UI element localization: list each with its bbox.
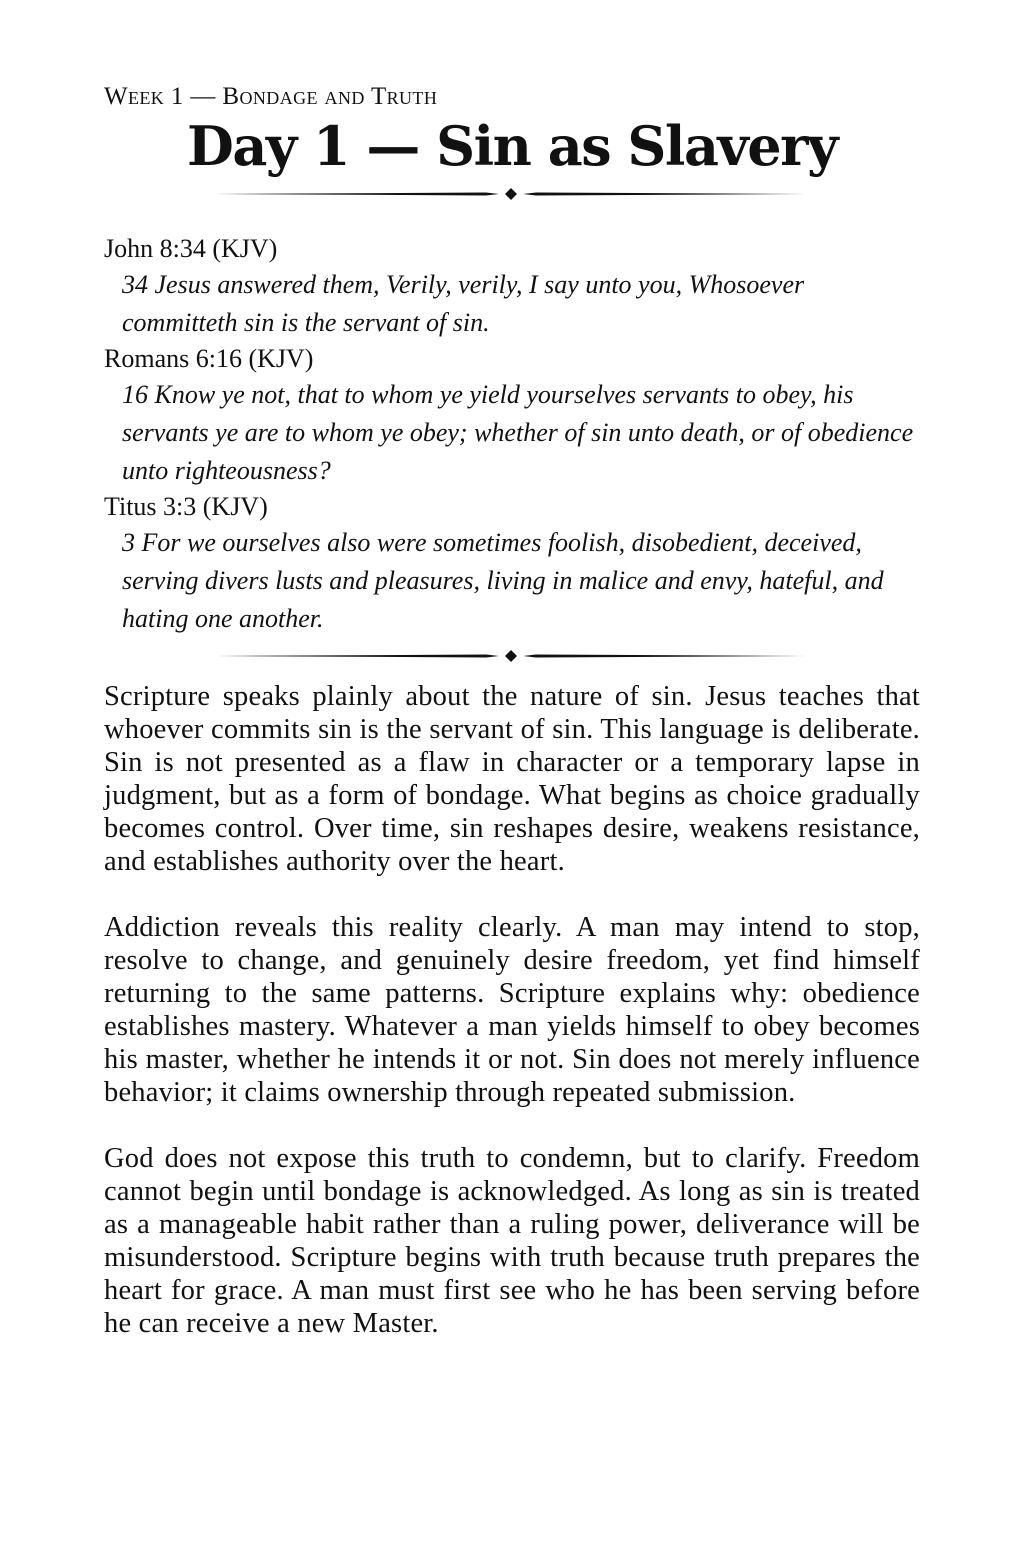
body-paragraph: God does not expose this truth to condemn, but to clarify. Freedom cannot begin until bondage is acknowledged. As long as sin is treated as a manageable habit rather than a ruling power, deliverance will be misunderstood. Scripture begins with truth because truth prepares the heart for grace. A man must first see who he has been serving before he can receive a new Master. [104, 1143, 920, 1339]
page-title: Day 1 — Sin as Slavery [187, 114, 837, 178]
body-paragraph: Scripture speaks plainly about the nature of sin. Jesus teaches that whoever commits sin is the servant of sin. This language is deliberate. Sin is not presented as a flaw in character or a temporary lapse in judgment, but as a form of bondage. What begins as choice gradually becomes control. Over time, sin reshapes desire, weakens resistance, and establishes authority over the heart. [104, 681, 920, 877]
passage-text: 16 Know ye not, that to whom ye yield yourselves servants to obey, his servants ye are to whom ye obey; whether of sin unto death, or of obedience unto righteousness? [122, 380, 914, 485]
passage-text: 34 Jesus answered them, Verily, verily, I say unto you, Whosoever committeth sin is the servant of sin. [122, 270, 805, 337]
week-label: Week 1 — Bondage and Truth [104, 83, 438, 110]
reflection-body [104, 680, 920, 1340]
devotional-page [104, 82, 920, 1373]
diamond-ornament-icon [216, 646, 806, 666]
passage-reference: Titus 3:3 (KJV) [104, 492, 268, 521]
passage-text: 3 For we ourselves also were sometimes foolish, disobedient, deceived, serving divers lusts and pleasures, living in malice and envy, hateful, and hating one another. [122, 528, 884, 633]
ornamental-divider [104, 646, 920, 666]
passage-reference: John 8:34 (KJV) [104, 234, 278, 263]
ornamental-divider [104, 184, 920, 204]
body-paragraph: Addiction reveals this reality clearly. A man may intend to stop, resolve to change, and genuinely desire freedom, yet find himself returning to the same patterns. Scripture explains why: obedience establishes mastery. Whatever a man yields himself to obey becomes his master, whether he intends it or not. Sin does not merely influence behavior; it claims ownership through repeated submission. [104, 912, 920, 1108]
diamond-ornament-icon [216, 184, 806, 204]
passage-reference: Romans 6:16 (KJV) [104, 344, 314, 373]
scripture-passages [104, 232, 920, 638]
